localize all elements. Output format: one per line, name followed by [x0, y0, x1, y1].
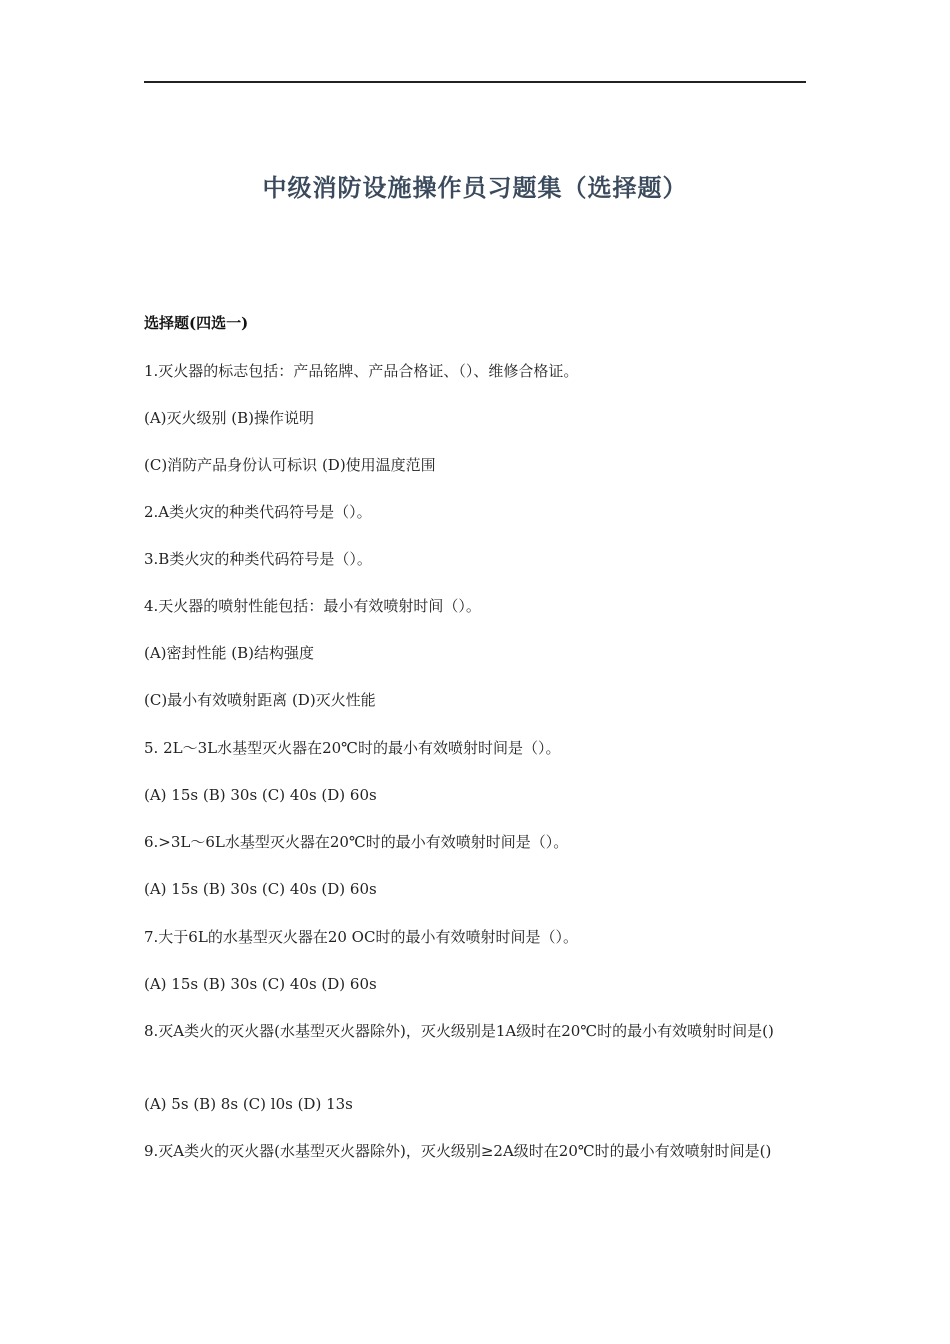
question-8: 8.灭A类火的灭火器(水基型灭火器除外)，灭火级别是1A级时在20℃时的最小有效喷射时间是(): [144, 1022, 774, 1040]
question-6-options: (A) 15s (B) 30s (C) 40s (D) 60s: [144, 880, 377, 898]
question-9: 9.灭A类火的灭火器(水基型灭火器除外)，灭火级别≥2A级时在20℃时的最小有效喷射时间是(): [144, 1142, 772, 1160]
question-1-options-cd: (C)消防产品身份认可标识 (D)使用温度范围: [144, 456, 436, 474]
question-6: 6.>3L～6L水基型灭火器在20℃时的最小有效喷射时间是（）。: [144, 833, 569, 851]
question-2: 2.A类火灾的种类代码符号是（）。: [144, 503, 372, 521]
question-4-options-cd: (C)最小有效喷射距离 (D)灭火性能: [144, 691, 376, 709]
question-7-options: (A) 15s (B) 30s (C) 40s (D) 60s: [144, 975, 377, 993]
question-1: 1.灭火器的标志包括：产品铭牌、产品合格证、（）、维修合格证。: [144, 362, 579, 380]
question-4-options-ab: (A)密封性能 (B)结构强度: [144, 644, 315, 662]
header-rule: [144, 81, 806, 83]
question-5-options: (A) 15s (B) 30s (C) 40s (D) 60s: [144, 786, 377, 804]
question-4: 4.天火器的喷射性能包括：最小有效喷射时间（）。: [144, 597, 481, 615]
document-title: 中级消防设施操作员习题集（选择题）: [262, 173, 688, 202]
question-5: 5. 2L～3L水基型灭火器在20℃时的最小有效喷射时间是（）。: [144, 739, 561, 757]
question-1-options-ab: (A)灭火级别 (B)操作说明: [144, 409, 315, 427]
question-3: 3.B类火灾的种类代码符号是（）。: [144, 550, 372, 568]
question-7: 7.大于6L的水基型灭火器在20 OC时的最小有效喷射时间是（）。: [144, 928, 578, 946]
section-heading: 选择题(四选一): [144, 314, 249, 332]
question-8-options: (A) 5s (B) 8s (C) l0s (D) 13s: [144, 1095, 353, 1113]
